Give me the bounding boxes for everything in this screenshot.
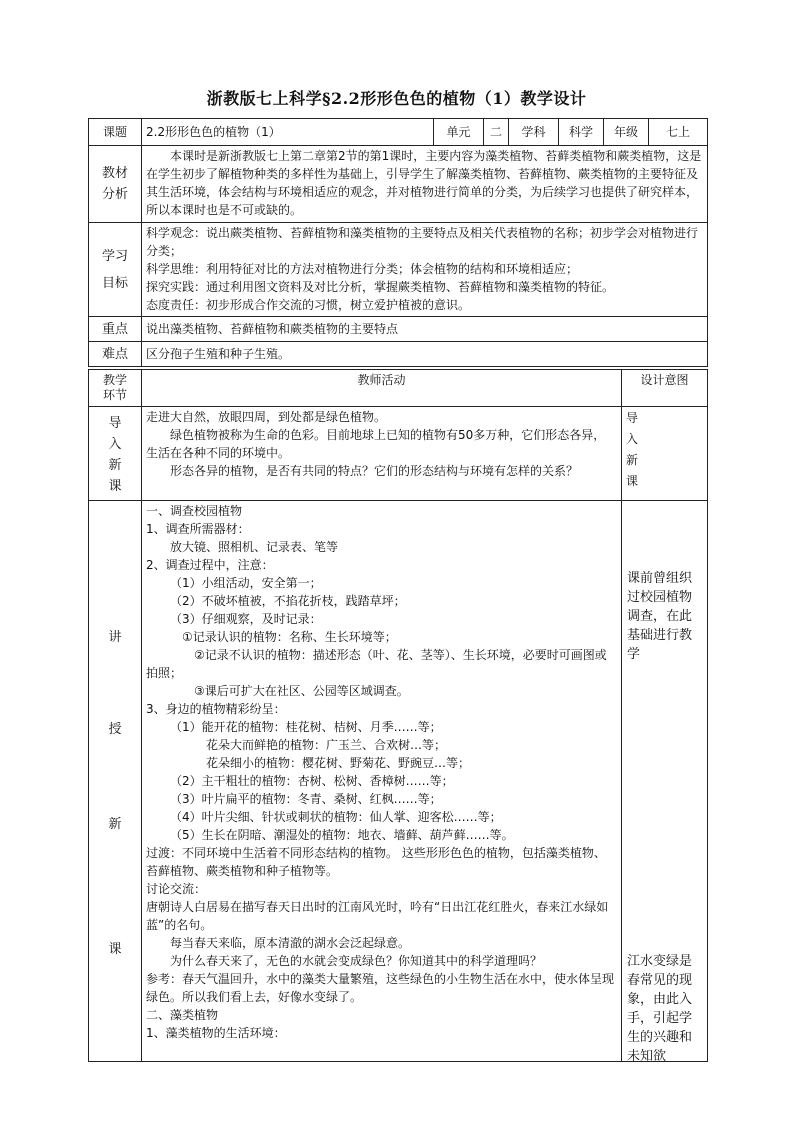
- activity-line: 花朵细小的植物：樱花树、野菊花、野豌豆…等；: [206, 756, 471, 770]
- activity-line: 绿色植物被称为生命的色彩。目前地球上已知的植物有50多万种，它们形态各异，生活在各种不同的环境中。: [146, 428, 606, 460]
- grade-label: 年级: [604, 119, 649, 146]
- activity-line: 3、身边的植物精彩纷呈：: [146, 702, 286, 716]
- activity-line: 1、藻类植物的生活环境：: [146, 1026, 286, 1040]
- teach-teacher-activity: [142, 501, 622, 1062]
- goal-line: 科学观念：说出蕨类植物、苔藓植物和藻类植物的主要特点及相关代表植物的名称；初步学会对植物进行分类；: [146, 226, 699, 258]
- activity-line: 花朵大而鲜艳的植物：广玉兰、合欢树…等；: [206, 738, 447, 752]
- material-analysis: [142, 146, 708, 223]
- lesson-value: 2.2形形色色的植物（1）: [142, 119, 434, 146]
- key-point-label: 重点: [89, 317, 142, 342]
- activity-line: 每当春天来临，原本清澈的湖水会泛起绿意。: [170, 936, 411, 950]
- activity-line: 二、藻类植物: [146, 1008, 219, 1022]
- learning-goals: [142, 223, 708, 317]
- goal-line: 科学思维：利用特征对比的方法对植物进行分类；体会植物的结构和环境相适应；: [146, 262, 579, 276]
- teaching-process-table: [88, 369, 708, 1062]
- activity-line: 走进大自然，放眼四周，到处都是绿色植物。: [146, 410, 387, 424]
- intro-design-intent: 导 入 新 课: [622, 407, 708, 501]
- activity-line: 过渡：不同环境中生活着不同形态结构的植物。 这些形形色色的植物，包括藻类植物、苔藓植物、蕨类植物和种子植物等。: [146, 846, 606, 878]
- activity-line: （3）仔细观察，及时记录：: [170, 612, 322, 626]
- design-note: 课前曾组织过校园植物调查，在此基础进行教学: [627, 571, 693, 662]
- activity-line: （1）能开花的植物：桂花树、桔树、月季……等；: [170, 720, 442, 734]
- goal-line: 探究实践：通过利用图文资料及对比分析，掌握蕨类植物、苔藓植物和藻类植物的特征。: [146, 280, 615, 294]
- difficult-point-label: 难点: [89, 342, 142, 367]
- activity-line: （4）叶片尖细、针状或刺状的植物：仙人掌、迎客松……等；: [170, 810, 502, 824]
- teach-design-intent: [622, 501, 708, 1062]
- activity-line: 讨论交流：: [146, 882, 207, 896]
- unit-label: 单元: [434, 119, 484, 146]
- activity-line: 2、调查过程中，注意：: [146, 558, 274, 572]
- activity-line: ③课后可扩大在社区、公园等区域调查。: [194, 684, 409, 698]
- activity-line: ①记录认识的植物：名称、生长环境等；: [182, 630, 397, 644]
- activity-line: 为什么春天来了，无色的水就会变成绿色？你知道其中的科学道理吗？: [170, 954, 543, 968]
- lesson-label: 课题: [89, 119, 142, 146]
- design-note: 江水变绿是春常见的现象，由此入手，引起学生的兴趣和未知欲: [627, 954, 693, 1064]
- teacher-activity-header: 教师活动: [142, 370, 622, 407]
- activity-line: ②记录不认识的植物：描述形态（叶、花、茎等）、生长环境，必要时可画图或拍照；: [146, 648, 607, 680]
- activity-line: 一、调查校园植物: [146, 504, 243, 518]
- activity-line: （3）叶片扁平的植物：冬青、桑树、红枫……等；: [170, 792, 442, 806]
- activity-line: 1、调查所需器材：: [146, 522, 250, 536]
- activity-line: 形态各异的植物，是否有共同的特点？它们的形态结构与环境有怎样的关系？: [170, 464, 579, 478]
- subject-value: 科学: [559, 119, 604, 146]
- activity-line: （2）不破坏植被，不掐花折枝，践踏草坪；: [170, 594, 406, 608]
- intro-teacher-activity: [142, 407, 622, 501]
- material-text: 本课时是新浙教版七上第二章第2节的第1课时，主要内容为藻类植物、苔藓类植物和蕨类植物，这是在学生初步了解植物种类的多样性为基础上，引导学生了解藻类植物、苔藓植物、蕨类植物的主要特征及其生活环境，体会结构与环境相适应的观念，并对植物进行简单的分类，为后续学习也提供了研究样本，所以本课时也是不可或缺的。: [146, 149, 702, 217]
- goals-label: 学习 目标: [89, 223, 142, 317]
- key-point-text: 说出藻类植物、苔藓植物和蕨类植物的主要特点: [142, 317, 708, 342]
- difficult-point-text: 区分孢子生殖和种子生殖。: [142, 342, 708, 367]
- activity-line: 参考：春天气温回升，水中的藻类大量繁殖，这些绿色的小生物生活在水中，使水体呈现绿色。所以我们看上去，好像水变绿了。: [146, 972, 615, 1004]
- unit-value: 二: [484, 119, 509, 146]
- page-title: 浙教版七上科学§2.2形形色色的植物（1）教学设计: [206, 89, 587, 108]
- activity-line: （2）主干粗壮的植物：杏树、松树、香樟树……等；: [170, 774, 454, 788]
- lesson-info-table: [88, 118, 708, 367]
- activity-line: 放大镜、照相机、记录表、笔等: [170, 540, 339, 554]
- intro-stage: 导 入 新 课: [89, 407, 142, 501]
- activity-line: （5）生长在阴暗、潮湿处的植物：地衣、墙藓、葫芦藓……等。: [170, 828, 514, 842]
- activity-line: （1）小组活动，安全第一；: [170, 576, 322, 590]
- material-label: 教材 分析: [89, 146, 142, 223]
- subject-label: 学科: [509, 119, 559, 146]
- activity-line: 唐朝诗人白居易在描写春天日出时的江南风光时，吟有“日出江花红胜火，春来江水绿如蓝”的名句。: [146, 900, 609, 932]
- teach-stage: 讲 授 新 课: [89, 501, 142, 1062]
- stage-header: 教学 环节: [89, 370, 142, 407]
- grade-value: 七上: [649, 119, 708, 146]
- goal-line: 态度责任：初步形成合作交流的习惯，树立爱护植被的意识。: [146, 298, 471, 312]
- design-intent-header: 设计意图: [622, 370, 708, 407]
